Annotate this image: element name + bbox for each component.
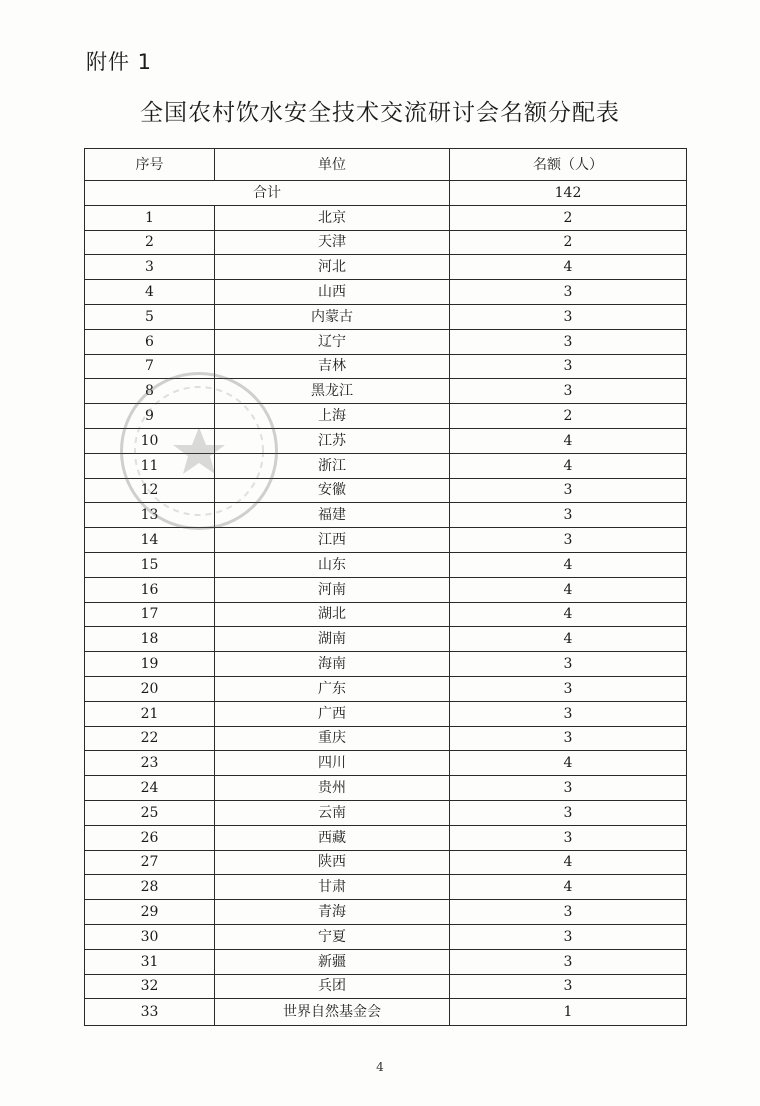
table-row	[85, 627, 687, 652]
row-unit: 海南	[215, 652, 450, 677]
row-quota: 1	[450, 999, 687, 1026]
row-index: 11	[85, 453, 215, 478]
row-quota: 4	[450, 751, 687, 776]
row-index: 1	[85, 205, 215, 230]
table-row	[85, 924, 687, 949]
row-index: 29	[85, 900, 215, 925]
attachment-label: 附件 1	[86, 50, 153, 74]
row-unit: 山西	[215, 280, 450, 305]
total-row	[85, 181, 687, 206]
row-unit: 西藏	[215, 825, 450, 850]
total-value: 142	[450, 181, 687, 206]
page-number: 4	[376, 1060, 384, 1074]
table-row	[85, 503, 687, 528]
row-index: 5	[85, 304, 215, 329]
total-label: 合计	[85, 181, 450, 206]
row-unit: 重庆	[215, 726, 450, 751]
row-unit: 甘肃	[215, 875, 450, 900]
table-row	[85, 528, 687, 553]
row-quota: 3	[450, 776, 687, 801]
row-unit: 天津	[215, 230, 450, 255]
row-index: 17	[85, 602, 215, 627]
row-index: 22	[85, 726, 215, 751]
quota-table	[84, 148, 687, 1026]
row-unit: 新疆	[215, 949, 450, 974]
table-row	[85, 949, 687, 974]
table-row	[85, 478, 687, 503]
row-quota: 3	[450, 652, 687, 677]
row-unit: 北京	[215, 205, 450, 230]
row-quota: 3	[450, 478, 687, 503]
row-unit: 江苏	[215, 428, 450, 453]
row-index: 10	[85, 428, 215, 453]
row-index: 30	[85, 924, 215, 949]
row-index: 16	[85, 577, 215, 602]
row-unit: 浙江	[215, 453, 450, 478]
row-unit: 宁夏	[215, 924, 450, 949]
row-quota: 4	[450, 428, 687, 453]
header-index: 序号	[85, 149, 215, 181]
row-unit: 四川	[215, 751, 450, 776]
table-row	[85, 875, 687, 900]
row-index: 26	[85, 825, 215, 850]
row-quota: 3	[450, 924, 687, 949]
row-quota: 4	[450, 627, 687, 652]
row-quota: 3	[450, 329, 687, 354]
row-unit: 河南	[215, 577, 450, 602]
row-index: 6	[85, 329, 215, 354]
table-header-row	[85, 149, 687, 181]
row-unit: 江西	[215, 528, 450, 553]
row-quota: 4	[450, 850, 687, 875]
row-quota: 3	[450, 974, 687, 999]
table-row	[85, 379, 687, 404]
row-index: 18	[85, 627, 215, 652]
row-quota: 3	[450, 825, 687, 850]
row-unit: 云南	[215, 800, 450, 825]
row-unit: 兵团	[215, 974, 450, 999]
row-quota: 3	[450, 354, 687, 379]
page-title: 全国农村饮水安全技术交流研讨会名额分配表	[140, 100, 620, 126]
table-row	[85, 751, 687, 776]
row-quota: 3	[450, 949, 687, 974]
row-quota: 3	[450, 900, 687, 925]
table-row	[85, 602, 687, 627]
table-row	[85, 453, 687, 478]
row-quota: 4	[450, 552, 687, 577]
row-quota: 3	[450, 280, 687, 305]
row-index: 27	[85, 850, 215, 875]
row-index: 8	[85, 379, 215, 404]
row-quota: 4	[450, 255, 687, 280]
table-row	[85, 850, 687, 875]
header-unit: 单位	[215, 149, 450, 181]
table-row	[85, 900, 687, 925]
row-index: 23	[85, 751, 215, 776]
table-row	[85, 552, 687, 577]
row-index: 4	[85, 280, 215, 305]
table-row	[85, 577, 687, 602]
table-row	[85, 652, 687, 677]
table-row	[85, 726, 687, 751]
row-index: 12	[85, 478, 215, 503]
row-index: 21	[85, 701, 215, 726]
row-unit: 上海	[215, 404, 450, 429]
row-unit: 世界自然基金会	[215, 999, 450, 1026]
header-quota: 名额（人）	[450, 149, 687, 181]
table-row	[85, 974, 687, 999]
row-unit: 贵州	[215, 776, 450, 801]
table-row	[85, 255, 687, 280]
row-unit: 广西	[215, 701, 450, 726]
row-unit: 青海	[215, 900, 450, 925]
table-row	[85, 676, 687, 701]
row-index: 28	[85, 875, 215, 900]
row-quota: 3	[450, 379, 687, 404]
row-quota: 4	[450, 453, 687, 478]
row-unit: 黑龙江	[215, 379, 450, 404]
row-quota: 3	[450, 701, 687, 726]
row-quota: 4	[450, 577, 687, 602]
row-index: 24	[85, 776, 215, 801]
row-unit: 湖南	[215, 627, 450, 652]
row-quota: 3	[450, 528, 687, 553]
row-index: 25	[85, 800, 215, 825]
table-row	[85, 329, 687, 354]
table-row	[85, 280, 687, 305]
row-unit: 陕西	[215, 850, 450, 875]
row-unit: 河北	[215, 255, 450, 280]
table-row	[85, 304, 687, 329]
row-quota: 3	[450, 676, 687, 701]
row-quota: 4	[450, 602, 687, 627]
table-row	[85, 999, 687, 1026]
table-row	[85, 205, 687, 230]
row-index: 3	[85, 255, 215, 280]
table-row	[85, 428, 687, 453]
row-quota: 3	[450, 503, 687, 528]
row-unit: 内蒙古	[215, 304, 450, 329]
row-index: 20	[85, 676, 215, 701]
row-quota: 2	[450, 230, 687, 255]
row-quota: 3	[450, 304, 687, 329]
row-unit: 湖北	[215, 602, 450, 627]
row-quota: 3	[450, 800, 687, 825]
table-row	[85, 800, 687, 825]
row-unit: 福建	[215, 503, 450, 528]
row-index: 2	[85, 230, 215, 255]
row-quota: 4	[450, 875, 687, 900]
row-index: 15	[85, 552, 215, 577]
row-index: 32	[85, 974, 215, 999]
row-unit: 山东	[215, 552, 450, 577]
table-row	[85, 404, 687, 429]
table-row	[85, 776, 687, 801]
table-row	[85, 230, 687, 255]
row-index: 19	[85, 652, 215, 677]
row-unit: 吉林	[215, 354, 450, 379]
row-quota: 3	[450, 726, 687, 751]
row-quota: 2	[450, 404, 687, 429]
table-row	[85, 701, 687, 726]
row-unit: 辽宁	[215, 329, 450, 354]
row-index: 9	[85, 404, 215, 429]
table-row	[85, 354, 687, 379]
row-index: 31	[85, 949, 215, 974]
table-row	[85, 825, 687, 850]
row-unit: 安徽	[215, 478, 450, 503]
row-index: 14	[85, 528, 215, 553]
row-index: 7	[85, 354, 215, 379]
row-unit: 广东	[215, 676, 450, 701]
row-quota: 2	[450, 205, 687, 230]
row-index: 33	[85, 999, 215, 1026]
row-index: 13	[85, 503, 215, 528]
